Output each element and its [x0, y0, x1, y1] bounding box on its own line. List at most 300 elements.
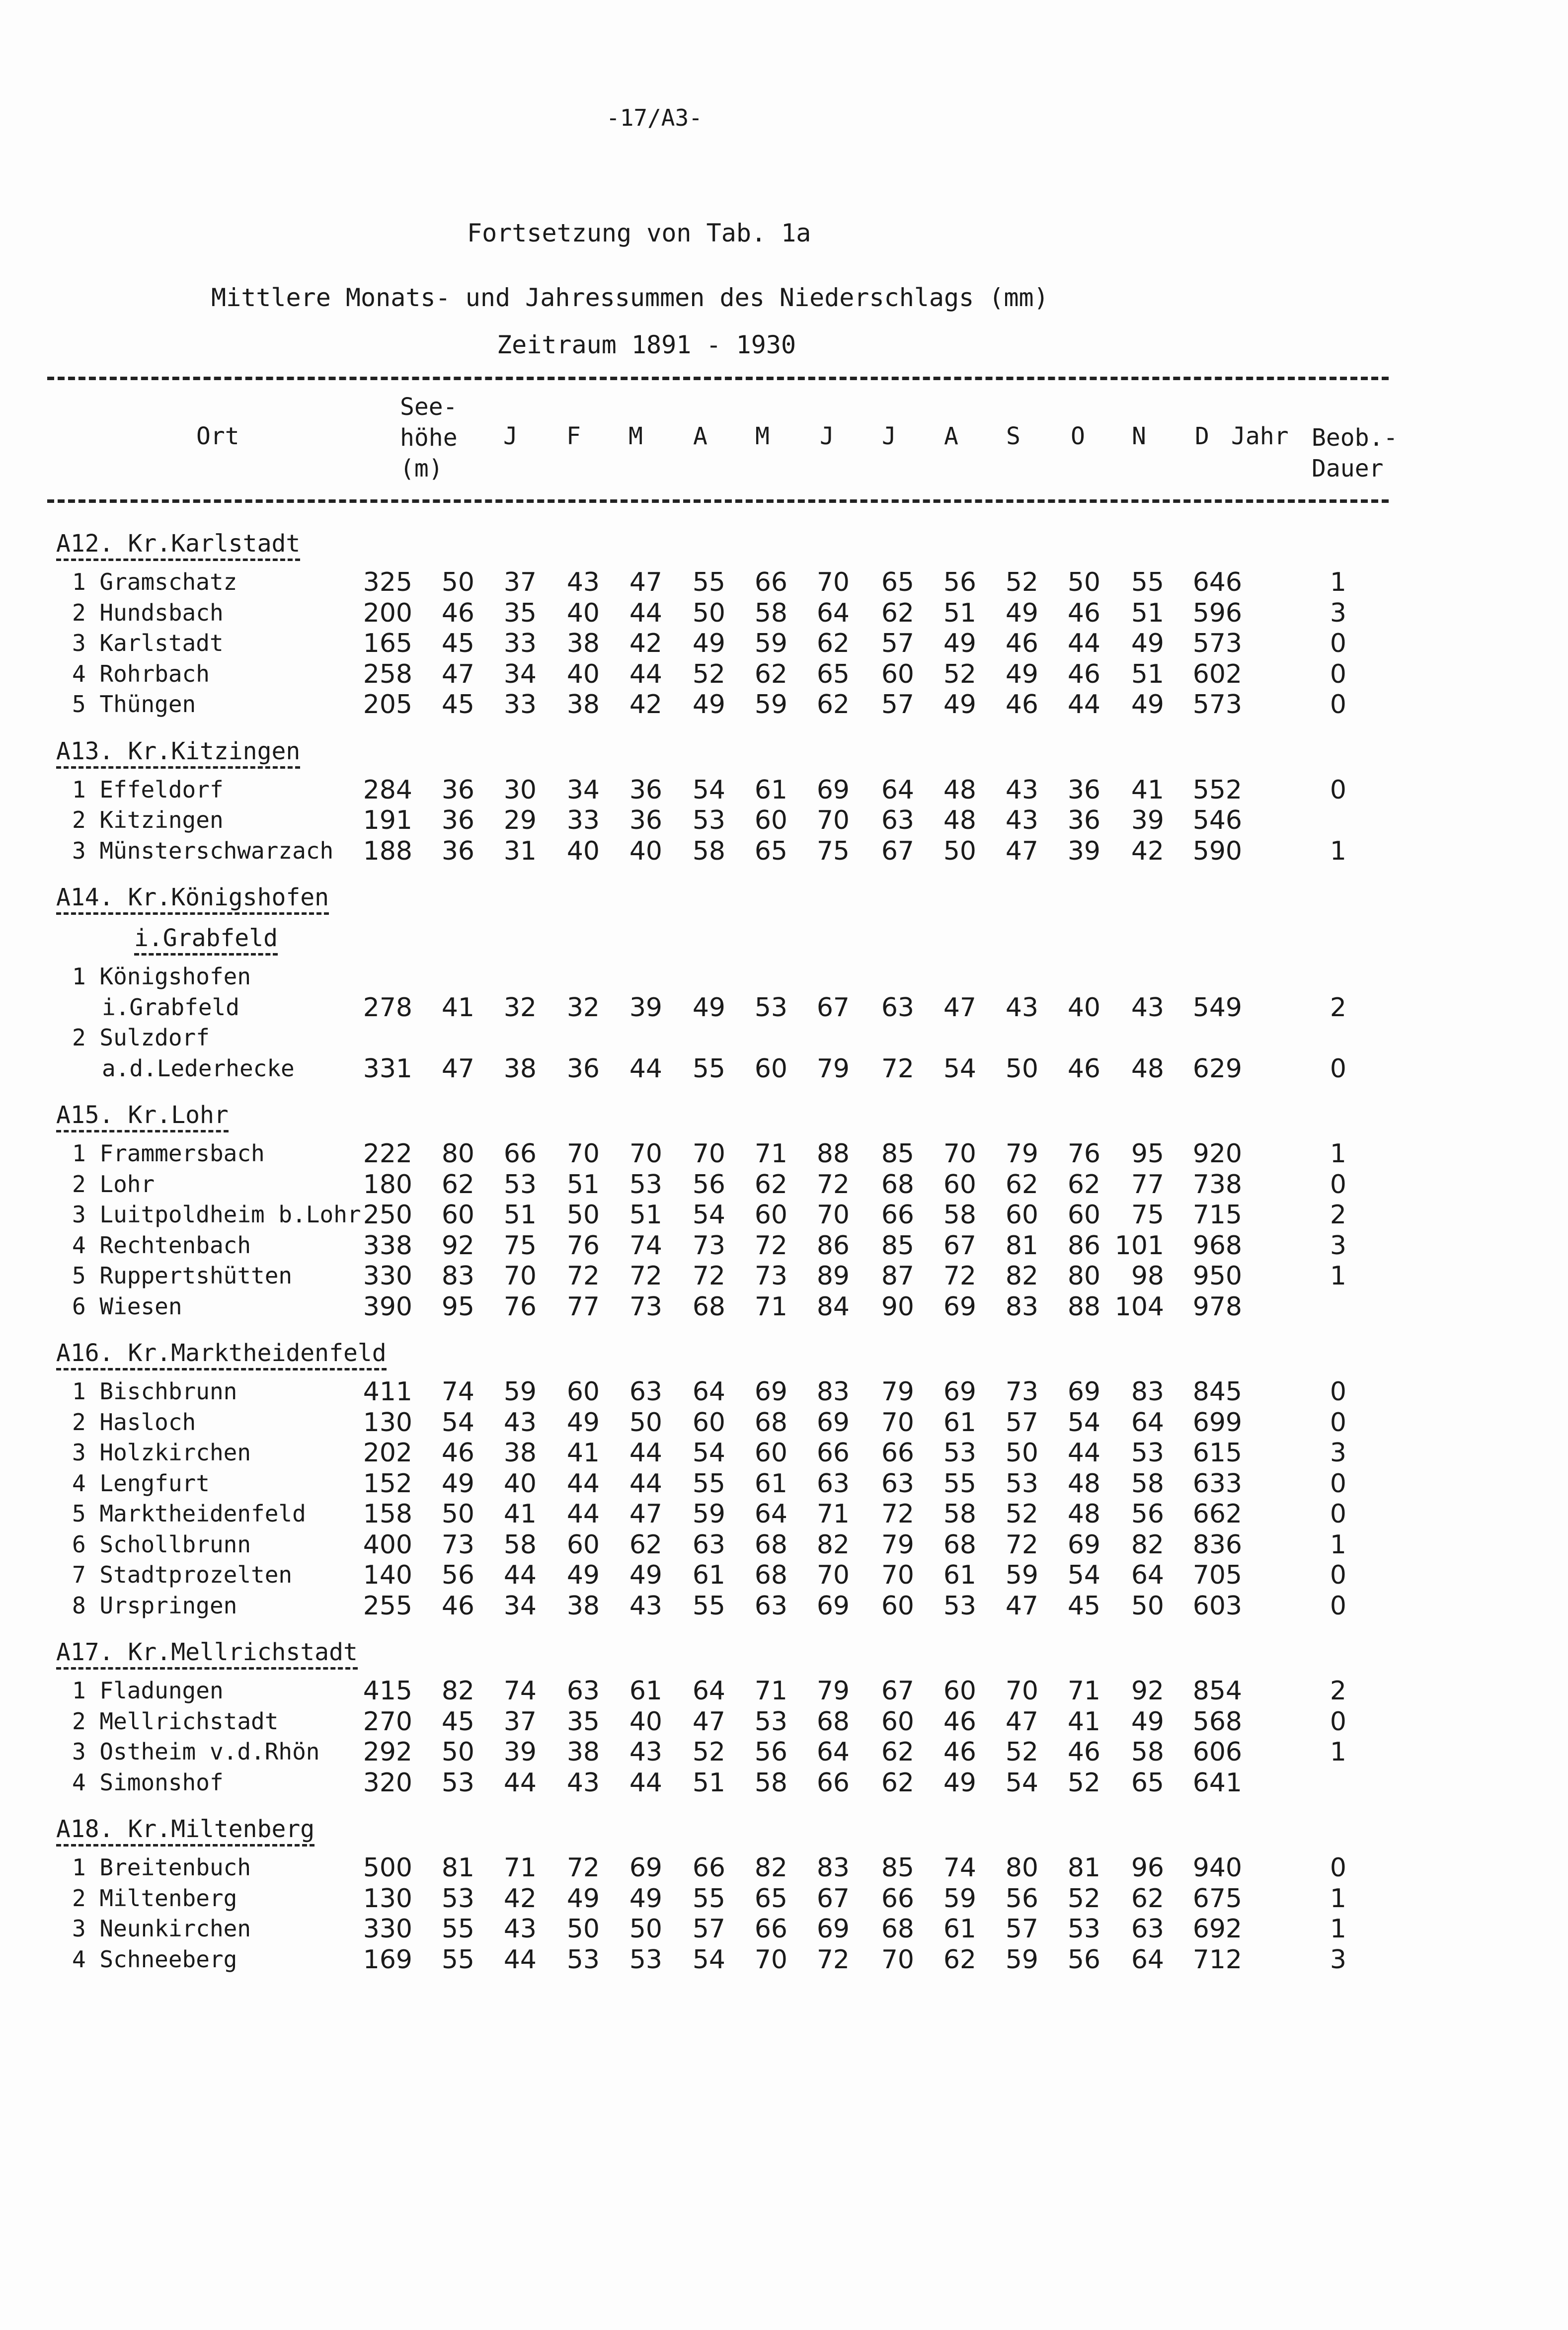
table-cell: 87 [881, 1261, 914, 1291]
table-cell: 63 [881, 992, 914, 1023]
table-cell: 500 [363, 1853, 412, 1883]
table-cell: 38 [566, 690, 600, 720]
table-cell: 45 [441, 629, 474, 658]
table-cell: 39 [1067, 836, 1100, 866]
station-name: 4 Schneeberg [72, 1945, 237, 1973]
station-name: 3 Neunkirchen [72, 1915, 251, 1942]
table-cell: 43 [503, 1407, 537, 1438]
table-cell: 699 [1192, 1407, 1242, 1438]
table-cell: 73 [692, 1230, 725, 1261]
table-cell: 205 [363, 690, 412, 720]
table-cell: 51 [503, 1200, 537, 1230]
table-cell: 36 [1067, 775, 1100, 805]
table-cell: 51 [566, 1169, 600, 1200]
table-cell: 62 [441, 1169, 474, 1200]
table-cell: 43 [1005, 992, 1038, 1023]
district-heading [47, 1101, 1399, 1132]
table-cell: 72 [881, 1053, 914, 1084]
table-cell: 82 [754, 1853, 787, 1883]
table-cell: 270 [363, 1706, 412, 1737]
district-section [47, 1815, 1399, 1974]
table-cell: 63 [1131, 1914, 1164, 1944]
table-cell: 64 [1131, 1560, 1164, 1590]
table-cell: 44 [566, 1468, 600, 1499]
header-month-9: S [1006, 422, 1020, 450]
table-cell: 36 [441, 836, 474, 866]
table-cell: 49 [943, 1768, 976, 1798]
table-cell: 39 [503, 1737, 537, 1767]
table-cell: 54 [1067, 1560, 1100, 1590]
table-cell: 72 [943, 1261, 976, 1291]
table-cell: 46 [441, 1438, 474, 1468]
table-cell: 836 [1192, 1529, 1242, 1560]
table-cell: 71 [754, 1291, 787, 1322]
table-cell: 43 [503, 1914, 537, 1944]
table-cell: 79 [816, 1676, 850, 1706]
table-cell: 83 [1005, 1291, 1038, 1322]
table-cell: 69 [754, 1377, 787, 1407]
table-cell: 52 [1005, 1499, 1038, 1529]
table-cell: 46 [1067, 598, 1100, 628]
table-cell: 60 [943, 1676, 976, 1706]
district-heading-continued [47, 924, 1399, 955]
table-cell: 43 [1005, 805, 1038, 835]
table-row [47, 689, 1399, 720]
table-cell: 70 [566, 1139, 600, 1169]
district-title: A13. Kr.Kitzingen [56, 737, 300, 769]
table-row [47, 804, 1399, 835]
table-cell: 59 [943, 1883, 976, 1914]
table-cell: 66 [816, 1438, 850, 1468]
table-cell: 72 [629, 1261, 662, 1291]
table-cell: 70 [881, 1560, 914, 1590]
table-cell: 36 [566, 1053, 600, 1084]
table-cell: 70 [943, 1139, 976, 1169]
table-cell: 692 [1192, 1914, 1242, 1944]
table-row [47, 1468, 1399, 1499]
table-cell: 69 [816, 775, 850, 805]
table-cell: 60 [754, 1438, 787, 1468]
table-cell: 60 [692, 1407, 725, 1438]
table-cell: 140 [363, 1560, 412, 1590]
table-cell: 675 [1192, 1883, 1242, 1914]
table-cell: 65 [1131, 1768, 1164, 1798]
station-name: 4 Lengfurt [72, 1469, 210, 1497]
station-name: 1 Effeldorf [72, 776, 224, 803]
district-title: A18. Kr.Miltenberg [56, 1815, 314, 1847]
table-cell: 68 [754, 1560, 787, 1590]
table-cell: 42 [629, 629, 662, 658]
table-cell: 55 [692, 1053, 725, 1084]
table-cell: 48 [1067, 1468, 1100, 1499]
table-cell: 49 [692, 629, 725, 658]
table-cell: 70 [816, 1560, 850, 1590]
table-cell: 0 [1330, 1591, 1346, 1621]
table-cell: 96 [1131, 1853, 1164, 1883]
table-cell: 1 [1330, 1529, 1346, 1560]
table-cell: 68 [754, 1529, 787, 1560]
table-cell: 72 [816, 1169, 850, 1200]
table-cell: 50 [943, 836, 976, 866]
table-cell: 70 [816, 805, 850, 835]
table-cell: 46 [943, 1706, 976, 1737]
table-cell: 53 [943, 1438, 976, 1468]
station-name: 1 Gramschatz [72, 568, 237, 595]
table-cell: 40 [566, 659, 600, 689]
table-cell: 83 [441, 1261, 474, 1291]
table-cell: 44 [629, 1053, 662, 1084]
table-cell: 60 [754, 1200, 787, 1230]
table-cell: 92 [441, 1230, 474, 1261]
header-month-8: A [944, 422, 958, 450]
district-section [47, 737, 1399, 866]
table-cell: 44 [1067, 1438, 1100, 1468]
table-cell: 0 [1330, 1169, 1346, 1200]
table-cell: 65 [816, 659, 850, 689]
header-beob [1312, 422, 1398, 484]
table-cell: 70 [816, 567, 850, 597]
table-cell: 73 [629, 1291, 662, 1322]
table-cell: 58 [1131, 1468, 1164, 1499]
table-cell: 68 [816, 1706, 850, 1737]
table-cell: 278 [363, 992, 412, 1023]
table-cell: 390 [363, 1291, 412, 1322]
table-cell: 58 [692, 836, 725, 866]
district-title: A15. Kr.Lohr [56, 1101, 229, 1132]
table-cell: 202 [363, 1438, 412, 1468]
table-cell: 50 [441, 1499, 474, 1529]
table-cell: 1 [1330, 1139, 1346, 1169]
caption-title: Mittlere Monats- und Jahressummen des Niederschlags (mm) [211, 283, 1049, 312]
table-cell: 41 [503, 1499, 537, 1529]
table-cell: 53 [692, 805, 725, 835]
table-cell: 258 [363, 659, 412, 689]
header-month-5: M [755, 422, 770, 450]
table-cell: 86 [1067, 1230, 1100, 1261]
table-cell: 42 [503, 1883, 537, 1914]
district-heading [47, 1339, 1399, 1370]
table-cell: 1 [1330, 836, 1346, 866]
table-cell: 64 [1131, 1944, 1164, 1975]
table-cell: 34 [566, 775, 600, 805]
table-cell: 60 [754, 805, 787, 835]
table-cell: 42 [1131, 836, 1164, 866]
table-cell: 44 [629, 598, 662, 628]
table-cell: 52 [943, 659, 976, 689]
table-cell: 400 [363, 1529, 412, 1560]
table-cell: 57 [881, 690, 914, 720]
table-cell: 98 [1131, 1261, 1164, 1291]
table-cell: 61 [943, 1407, 976, 1438]
table-cell: 49 [1131, 629, 1164, 658]
table-cell: 54 [441, 1407, 474, 1438]
table-cell: 64 [881, 775, 914, 805]
table-cell: 53 [1067, 1914, 1100, 1944]
table-cell: 37 [503, 1706, 537, 1737]
header-beob-line2: Dauer [1312, 455, 1384, 482]
table-cell: 61 [754, 775, 787, 805]
table-cell: 64 [692, 1377, 725, 1407]
table-cell: 62 [816, 690, 850, 720]
header-seehoehe-line2: höhe [400, 424, 458, 452]
table-cell: 59 [754, 629, 787, 658]
table-cell: 37 [503, 567, 537, 597]
table-cell: 69 [943, 1377, 976, 1407]
table-cell: 59 [1005, 1560, 1038, 1590]
table-cell: 62 [816, 629, 850, 658]
table-row [47, 1291, 1399, 1322]
table-cell: 49 [566, 1560, 600, 1590]
district-section [47, 530, 1399, 720]
table-cell: 3 [1330, 598, 1346, 628]
table-cell: 70 [881, 1944, 914, 1975]
table-cell: 38 [566, 1737, 600, 1767]
station-name: 5 Thüngen [72, 691, 196, 718]
table-cell: 415 [363, 1676, 412, 1706]
table-cell: 50 [441, 1737, 474, 1767]
table-cell: 75 [1131, 1200, 1164, 1230]
table-cell: 255 [363, 1591, 412, 1621]
table-cell: 0 [1330, 690, 1346, 720]
table-cell: 38 [503, 1053, 537, 1084]
table-cell: 81 [441, 1853, 474, 1883]
table-cell: 712 [1192, 1944, 1242, 1975]
table-cell: 43 [629, 1591, 662, 1621]
table-cell: 31 [503, 836, 537, 866]
table-cell: 58 [754, 598, 787, 628]
table-cell: 325 [363, 567, 412, 597]
table-cell: 130 [363, 1883, 412, 1914]
table-row [47, 1675, 1399, 1706]
table-cell: 45 [441, 1706, 474, 1737]
table-cell: 66 [754, 567, 787, 597]
table-cell: 38 [566, 629, 600, 658]
table-cell: 64 [816, 598, 850, 628]
table-row [47, 1590, 1399, 1621]
table-cell: 79 [1005, 1139, 1038, 1169]
table-cell: 158 [363, 1499, 412, 1529]
table-cell: 65 [881, 567, 914, 597]
table-cell: 67 [816, 992, 850, 1023]
table-row [47, 1199, 1399, 1230]
table-cell: 60 [566, 1529, 600, 1560]
table-cell: 38 [503, 1438, 537, 1468]
station-name: 1 Breitenbuch [72, 1854, 251, 1881]
table-cell: 51 [943, 598, 976, 628]
table-row [47, 774, 1399, 805]
table-cell: 615 [1192, 1438, 1242, 1468]
table-cell: 62 [754, 659, 787, 689]
table-cell: 633 [1192, 1468, 1242, 1499]
table-cell: 52 [1067, 1883, 1100, 1914]
table-cell: 72 [816, 1944, 850, 1975]
table-cell: 47 [629, 1499, 662, 1529]
table-cell: 845 [1192, 1377, 1242, 1407]
table-cell: 62 [1131, 1883, 1164, 1914]
table-cell: 69 [1067, 1377, 1100, 1407]
header-jahr: Jahr [1231, 422, 1289, 450]
table-cell: 338 [363, 1230, 412, 1261]
table-cell: 36 [629, 805, 662, 835]
table-cell: 52 [1005, 567, 1038, 597]
table-cell: 53 [629, 1944, 662, 1975]
table-row [47, 1407, 1399, 1438]
table-cell: 76 [1067, 1139, 1100, 1169]
table-cell: 573 [1192, 629, 1242, 658]
table-cell: 53 [441, 1883, 474, 1914]
table-row [47, 1498, 1399, 1529]
table-cell: 81 [1005, 1230, 1038, 1261]
table-row [47, 1260, 1399, 1291]
table-cell: 60 [441, 1200, 474, 1230]
table-cell: 51 [1131, 598, 1164, 628]
table-cell: 56 [1131, 1499, 1164, 1529]
table-cell: 43 [566, 1768, 600, 1798]
table-cell: 56 [1005, 1883, 1038, 1914]
table-cell: 70 [629, 1139, 662, 1169]
table-cell: 64 [692, 1676, 725, 1706]
table-row [47, 658, 1399, 689]
table-row [47, 1529, 1399, 1560]
table-cell: 60 [566, 1377, 600, 1407]
table-cell: 68 [943, 1529, 976, 1560]
table-cell: 44 [629, 659, 662, 689]
table-cell: 72 [566, 1261, 600, 1291]
station-name: 6 Wiesen [72, 1292, 182, 1320]
table-cell: 854 [1192, 1676, 1242, 1706]
table-cell: 411 [363, 1377, 412, 1407]
table-cell: 73 [1005, 1377, 1038, 1407]
station-name: 3 Luitpoldheim b.Lohr [72, 1201, 361, 1228]
table-cell: 57 [692, 1914, 725, 1944]
table-cell: 0 [1330, 1407, 1346, 1438]
table-cell: 35 [503, 598, 537, 628]
table-cell: 49 [1005, 598, 1038, 628]
table-cell: 82 [816, 1529, 850, 1560]
table-cell: 61 [754, 1468, 787, 1499]
table-cell: 50 [1131, 1591, 1164, 1621]
table-cell: 84 [816, 1291, 850, 1322]
table-cell: 67 [943, 1230, 976, 1261]
table-cell: 130 [363, 1407, 412, 1438]
station-name: 1 Bischbrunn [72, 1378, 237, 1405]
district-title: A17. Kr.Mellrichstadt [56, 1638, 358, 1670]
table-row [47, 1736, 1399, 1767]
table-cell: 57 [1005, 1914, 1038, 1944]
district-heading [47, 737, 1399, 768]
header-ort: Ort [196, 422, 239, 450]
table-cell: 34 [503, 1591, 537, 1621]
table-cell: 0 [1330, 1468, 1346, 1499]
table-cell: 165 [363, 629, 412, 658]
table-cell: 67 [881, 1676, 914, 1706]
table-cell: 38 [566, 1591, 600, 1621]
table-cell: 64 [1131, 1407, 1164, 1438]
table-cell: 330 [363, 1914, 412, 1944]
table-cell: 48 [943, 775, 976, 805]
table-cell: 641 [1192, 1768, 1242, 1798]
table-cell: 0 [1330, 1053, 1346, 1084]
table-cell: 79 [881, 1529, 914, 1560]
table-cell: 66 [881, 1200, 914, 1230]
table-cell: 53 [503, 1169, 537, 1200]
table-cell: 40 [1067, 992, 1100, 1023]
table-cell: 58 [943, 1200, 976, 1230]
header-month-2: F [566, 422, 581, 450]
table-cell: 2 [1330, 1200, 1346, 1230]
table-cell: 3 [1330, 1438, 1346, 1468]
district-heading [47, 1638, 1399, 1669]
table-cell: 573 [1192, 690, 1242, 720]
table-cell: 65 [754, 1883, 787, 1914]
table-cell: 250 [363, 1200, 412, 1230]
table-cell: 49 [629, 1883, 662, 1914]
table-cell: 53 [943, 1591, 976, 1621]
table-cell: 2 [1330, 992, 1346, 1023]
table-cell: 188 [363, 836, 412, 866]
table-cell: 62 [943, 1944, 976, 1975]
table-cell: 62 [754, 1169, 787, 1200]
table-cell: 35 [566, 1706, 600, 1737]
station-name-continued: a.d.Lederhecke [102, 1054, 295, 1082]
table-cell: 95 [441, 1291, 474, 1322]
table-cell: 82 [441, 1676, 474, 1706]
table-cell: 49 [1131, 1706, 1164, 1737]
district-title: A12. Kr.Karlstadt [56, 530, 300, 561]
header-seehoehe [400, 392, 458, 484]
table-cell: 64 [816, 1737, 850, 1767]
station-name: 6 Schollbrunn [72, 1530, 251, 1558]
station-name: 2 Sulzdorf [72, 1024, 210, 1051]
table-cell: 606 [1192, 1737, 1242, 1767]
table-cell: 58 [503, 1529, 537, 1560]
table-cell: 62 [629, 1529, 662, 1560]
table-cell: 2 [1330, 1676, 1346, 1706]
table-cell: 49 [943, 690, 976, 720]
header-rule-bottom [47, 499, 1389, 503]
table-cell: 70 [881, 1407, 914, 1438]
table-cell: 63 [881, 1468, 914, 1499]
table-cell: 59 [754, 690, 787, 720]
table-row [47, 1437, 1399, 1468]
table-cell: 69 [816, 1591, 850, 1621]
table-cell: 49 [1005, 659, 1038, 689]
district-section [47, 884, 1399, 1083]
table-cell: 53 [1131, 1438, 1164, 1468]
table-cell: 75 [816, 836, 850, 866]
table-cell: 1 [1330, 1883, 1346, 1914]
table-cell: 74 [503, 1676, 537, 1706]
table-cell: 65 [754, 836, 787, 866]
table-cell: 74 [441, 1377, 474, 1407]
table-cell: 46 [441, 1591, 474, 1621]
table-cell: 83 [1131, 1377, 1164, 1407]
header-month-4: A [693, 422, 707, 450]
table-cell: 61 [943, 1914, 976, 1944]
table-cell: 63 [629, 1377, 662, 1407]
table-cell: 40 [566, 836, 600, 866]
table-cell: 46 [1067, 1737, 1100, 1767]
table-cell: 50 [692, 598, 725, 628]
table-cell: 44 [566, 1499, 600, 1529]
table-cell: 58 [1131, 1737, 1164, 1767]
table-cell: 50 [566, 1200, 600, 1230]
table-cell: 44 [1067, 690, 1100, 720]
table-cell: 55 [441, 1914, 474, 1944]
table-cell: 568 [1192, 1706, 1242, 1737]
table-cell: 66 [754, 1914, 787, 1944]
table-cell: 47 [1005, 1706, 1038, 1737]
